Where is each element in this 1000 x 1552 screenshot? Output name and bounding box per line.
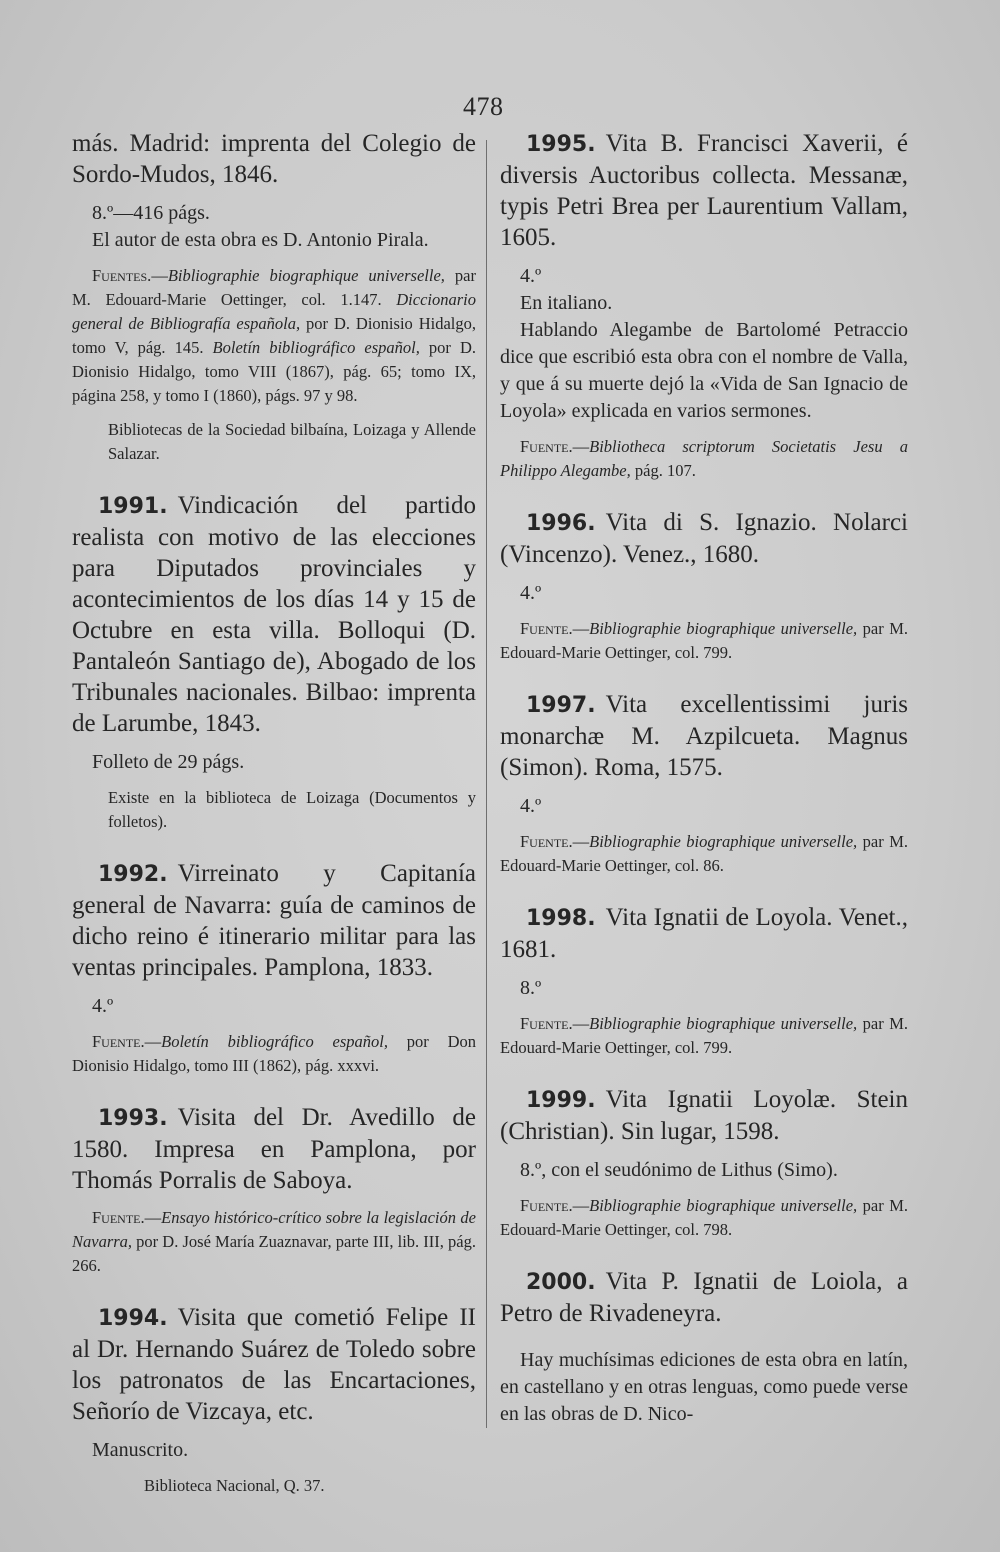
entry-number: 1992. — [98, 862, 168, 887]
entry-text: Vita di S. Ignazio. Nolarci (Vincenzo). Venez., 1680. — [500, 509, 908, 568]
entry-location: Bibliotecas de la Sociedad bilbaína, Loizaga y Allende Salazar. — [108, 420, 476, 463]
entry-format: 8.º, con el seudónimo de Lithus (Simo). — [520, 1159, 838, 1181]
entry-1999 — [500, 1084, 908, 1147]
right-column — [500, 128, 908, 1428]
entry-author-note: El autor de esta obra es D. Antonio Pirala. — [92, 229, 429, 251]
entry-source: Fuente.—Bibliographie biographique universelle, par M. Edouard-Marie Oettinger, col. 86. — [500, 832, 908, 875]
source-label: Fuente. — [520, 437, 573, 456]
entry-text: Vita excellentissimi juris monarchæ M. Azpilcueta. Magnus (Simon). Roma, 1575. — [500, 691, 908, 781]
entry-format: 4.º — [520, 582, 542, 604]
source-title: Bibliographie biographique universelle, — [589, 832, 858, 851]
left-column — [72, 128, 476, 1498]
entry-number: 1997. — [526, 693, 596, 718]
entry-source: Fuente.—Bibliotheca scriptorum Societatis Jesu a Philippo Alegambe, pág. 107. — [500, 437, 908, 480]
page-number: 478 — [463, 92, 504, 121]
entry-number: 1998. — [526, 906, 596, 931]
source-title: Bibliographie biographique universelle, — [589, 619, 858, 638]
entry-sources: Fuentes.—Bibliographie biographique universelle, par M. Edouard-Marie Oettinger, col. 1.147. Diccionario general de Bibliografía española, por D. Dionisio Hidalgo, tomo V, pág. 145. Boletín bibliográfico español, por D. Dionisio Hidalgo, tomo VIII (1867), pág. 65; tomo IX, página 258, y tomo I (1860), págs. 97 y 98. — [72, 266, 477, 405]
entry-text: Vindicación del partido realista con motivo de las elecciones para Diputados provinciales y acontecimientos de los días 14 y 15 de Octubre en esta villa. Bolloqui (D. Pantaleón Santiago de), Abogado de los Tribunales nacionales. Bilbao: imprenta de Larumbe, 1843. — [72, 492, 476, 737]
source-detail: por D. José María Zuaznavar, parte III, lib. III, pág. 266. — [72, 1232, 476, 1275]
column-divider — [486, 140, 487, 1428]
entry-number: 1991. — [98, 494, 168, 519]
source-label: Fuente. — [520, 832, 573, 851]
entry-source: Fuente.—Boletín bibliográfico español, por Don Dionisio Hidalgo, tomo III (1862), pág. xxxvi. — [72, 1032, 476, 1075]
source-detail: par M. Edouard-Marie Oettinger, col. 799. — [500, 1014, 908, 1057]
entry-text: Vita Ignatii Loyolæ. Stein (Christian). Sin lugar, 1598. — [500, 1086, 908, 1145]
entry-location: Existe en la biblioteca de Loizaga (Documentos y folletos). — [108, 788, 476, 831]
source-detail: pág. 107. — [630, 461, 696, 480]
entry-text: Vita Ignatii de Loyola. Venet., 1681. — [500, 904, 908, 963]
source-detail: par M. Edouard-Marie Oettinger, col. 799. — [500, 619, 908, 662]
source-detail: par M. Edouard-Marie Oettinger, col. 1.147. — [72, 266, 476, 309]
entry-note: Hay muchísimas ediciones de esta obra en latín, en castellano y en otras lenguas, como puede verse en las obras de D. Nico- — [500, 1349, 908, 1425]
entry-continuation-text: más. Madrid: imprenta del Colegio de Sordo-Mudos, 1846. — [72, 130, 476, 188]
source-title: Bibliographie biographique universelle, — [589, 1196, 858, 1215]
entry-2000 — [500, 1266, 908, 1329]
entry-number: 1993. — [98, 1106, 168, 1131]
entry-format: Manuscrito. — [92, 1439, 189, 1461]
entry-1997 — [500, 689, 908, 783]
entry-1996 — [500, 507, 908, 570]
entry-source: Fuente.—Bibliographie biographique universelle, par M. Edouard-Marie Oettinger, col. 799. — [500, 619, 908, 662]
entry-1992 — [72, 858, 476, 983]
source-label: Fuente. — [92, 1208, 145, 1227]
source-title: Bibliographie biographique universelle, — [589, 1014, 858, 1033]
source-detail: por D. Dionisio Hidalgo, tomo V, pág. 145. — [72, 314, 476, 357]
entry-text: Vita B. Francisci Xaverii, é diversis Auctoribus collecta. Messanæ, typis Petri Brea per Laurentium Vallam, 1605. — [500, 130, 908, 251]
source-title: Boletín bibliográfico español, — [212, 338, 420, 357]
source-label: Fuente. — [520, 619, 573, 638]
entry-number: 2000. — [526, 1270, 596, 1295]
source-detail: par M. Edouard-Marie Oettinger, col. 86. — [500, 832, 908, 875]
entry-format: Folleto de 29 págs. — [92, 751, 245, 773]
entry-1994 — [72, 1302, 476, 1427]
source-detail: por D. Dionisio Hidalgo, tomo VIII (1867), pág. 65; tomo IX, página 258, y tomo I (1860), págs. 97 y 98. — [72, 338, 477, 405]
entry-1995 — [500, 128, 908, 253]
entry-format: 4.º — [520, 795, 542, 817]
source-title: Ensayo histórico-crítico sobre la legislación de Navarra, — [72, 1208, 476, 1251]
entry-format: 8.º—416 págs. — [92, 202, 210, 224]
entry-number: 1999. — [526, 1088, 596, 1113]
source-title: Diccionario general de Bibliografía española, — [72, 290, 476, 333]
source-detail: par M. Edouard-Marie Oettinger, col. 798. — [500, 1196, 908, 1239]
entry-1991 — [72, 490, 476, 739]
entry-format: 4.º — [92, 995, 114, 1017]
entry-1993 — [72, 1102, 476, 1196]
entry-text: Vita P. Ignatii de Loiola, a Petro de Rivadeneyra. — [500, 1268, 908, 1327]
entry-source: Fuente.—Bibliographie biographique universelle, par M. Edouard-Marie Oettinger, col. 799. — [500, 1014, 908, 1057]
entry-number: 1996. — [526, 511, 596, 536]
sources-label: Fuentes. — [92, 266, 152, 285]
source-title: Bibliographie biographique universelle, — [167, 266, 445, 285]
entry-format: 8.º — [520, 977, 542, 999]
source-title: Boletín bibliográfico español, — [161, 1032, 388, 1051]
entry-format: 4.º — [520, 265, 542, 287]
source-label: Fuente. — [92, 1032, 145, 1051]
source-label: Fuente. — [520, 1196, 573, 1215]
entry-1998 — [500, 902, 908, 965]
entry-text: Visita del Dr. Avedillo de 1580. Impresa en Pamplona, por Thomás Porralis de Saboya. — [72, 1104, 476, 1194]
source-title: Bibliotheca scriptorum Societatis Jesu a Philippo Alegambe, — [500, 437, 908, 480]
entry-text: Visita que cometió Felipe II al Dr. Hernando Suárez de Toledo sobre los patronatos de las Encartaciones, Señorío de Vizcaya, etc. — [72, 1304, 476, 1425]
entry-number: 1994. — [98, 1306, 168, 1331]
entry-text: Virreinato y Capitanía general de Navarra: guía de caminos de dicho reino é itinerario militar para las ventas principales. Pamplona, 1833. — [72, 860, 476, 981]
entry-location: Biblioteca Nacional, Q. 37. — [144, 1476, 325, 1495]
entry-source: Fuente.—Bibliographie biographique universelle, par M. Edouard-Marie Oettinger, col. 798. — [500, 1196, 908, 1239]
source-detail: por Don Dionisio Hidalgo, tomo III (1862), pág. xxxvi. — [72, 1032, 476, 1075]
entry-note: Hablando Alegambe de Bartolomé Petraccio dice que escribió esta obra con el nombre de Valla, y que á su muerte dejó la «Vida de San Ignacio de Loyola» explicada en varios sermones. — [500, 319, 908, 422]
source-label: Fuente. — [520, 1014, 573, 1033]
entry-language: En italiano. — [520, 292, 613, 314]
entry-number: 1995. — [526, 132, 596, 157]
entry-source: Fuente.—Ensayo histórico-crítico sobre la legislación de Navarra, por D. José María Zuaznavar, parte III, lib. III, pág. 266. — [72, 1208, 476, 1275]
